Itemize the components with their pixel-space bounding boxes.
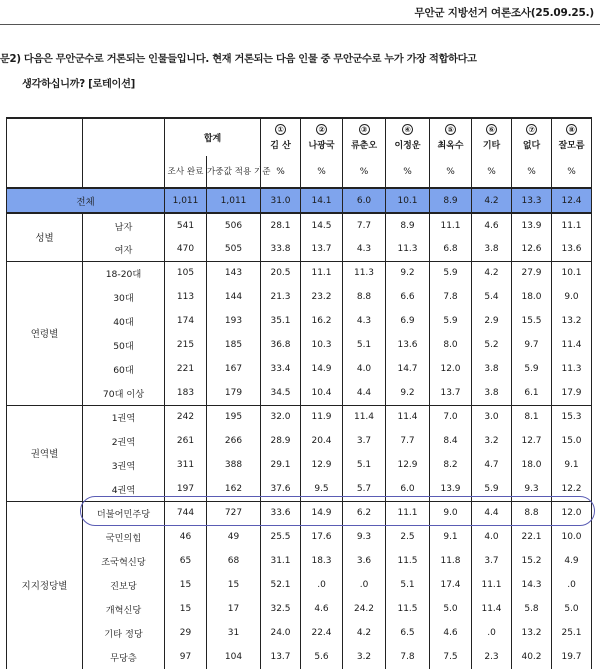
candidate-name: 나광국 [308,141,335,151]
candidate-number: ④ [402,124,413,135]
row-label: 40대 [83,309,165,333]
row-label: 여자 [83,237,165,261]
value-cell: 505 [207,237,261,261]
group-label: 연령별 [7,261,83,405]
value-cell: .0 [343,573,386,597]
value-cell: 3.0 [472,405,512,429]
header-candidate [343,118,386,156]
value-cell: .0 [552,573,592,597]
value-cell: 31.1 [261,549,301,573]
value-cell: 15.5 [512,309,552,333]
table-header [7,118,592,188]
value-cell: 5.4 [472,285,512,309]
value-cell: 744 [165,501,207,525]
row-label: 1권역 [83,405,165,429]
header-unit: % [301,156,343,188]
value-cell: 4.6 [430,621,472,645]
value-cell: 3.7 [343,429,386,453]
value-cell: 24.0 [261,621,301,645]
total-cell: 12.4 [552,188,592,213]
value-cell: 6.2 [343,501,386,525]
group-label: 권역별 [7,405,83,501]
value-cell: 49 [207,525,261,549]
total-cell: 1,011 [207,188,261,213]
value-cell: 7.8 [430,285,472,309]
row-label: 30대 [83,285,165,309]
row-label: 진보당 [83,573,165,597]
table-row [7,525,592,549]
header-unit: % [343,156,386,188]
value-cell: 5.7 [343,477,386,501]
table-row [7,645,592,669]
value-cell: 9.1 [430,525,472,549]
value-cell: 23.2 [301,285,343,309]
table-row [7,309,592,333]
row-label: 60대 [83,357,165,381]
value-cell: 5.0 [552,597,592,621]
value-cell: .0 [472,621,512,645]
value-cell: 18.0 [512,453,552,477]
value-cell: 12.9 [301,453,343,477]
value-cell: 4.4 [343,381,386,405]
total-cell: 13.3 [512,188,552,213]
value-cell: 2.9 [472,309,512,333]
value-cell: 11.3 [552,357,592,381]
candidate-name: 잘모름 [558,141,585,151]
value-cell: 6.0 [386,477,430,501]
value-cell: 5.1 [343,333,386,357]
value-cell: 33.6 [261,501,301,525]
candidate-label [301,124,342,151]
group-label: 지지정당별 [7,501,83,669]
value-cell: 6.5 [386,621,430,645]
row-label: 조국혁신당 [83,549,165,573]
value-cell: 506 [207,213,261,237]
value-cell: 13.7 [301,237,343,261]
value-cell: 8.8 [343,285,386,309]
value-cell: 17 [207,597,261,621]
value-cell: 11.1 [472,573,512,597]
value-cell: 183 [165,381,207,405]
row-label: 기타 정당 [83,621,165,645]
value-cell: 7.0 [430,405,472,429]
candidate-number: ③ [359,124,370,135]
value-cell: 12.6 [512,237,552,261]
value-cell: 2.3 [472,645,512,669]
value-cell: 388 [207,453,261,477]
value-cell: 11.1 [552,213,592,237]
value-cell: 470 [165,237,207,261]
value-cell: 15.2 [512,549,552,573]
value-cell: 40.2 [512,645,552,669]
table-row [7,357,592,381]
table-row [7,213,592,237]
value-cell: 3.2 [343,645,386,669]
value-cell: 12.0 [430,357,472,381]
row-label: 남자 [83,213,165,237]
candidate-name: 이정운 [394,141,421,151]
row-label: 무당층 [83,645,165,669]
candidate-label [261,124,300,151]
value-cell: 8.8 [512,501,552,525]
value-cell: 242 [165,405,207,429]
value-cell: 144 [207,285,261,309]
row-label: 개혁신당 [83,597,165,621]
value-cell: 13.9 [512,213,552,237]
value-cell: 104 [207,645,261,669]
header-unit: % [552,156,592,188]
value-cell: 8.2 [430,453,472,477]
value-cell: 4.9 [552,549,592,573]
value-cell: 4.3 [343,309,386,333]
value-cell: 17.4 [430,573,472,597]
value-cell: 22.1 [512,525,552,549]
question-line-1: 문2) 다음은 무안군수로 거론되는 인물들입니다. 현재 거론되는 다음 인물 중 무안군수로 누가 가장 적합하다고 [0,54,477,65]
value-cell: 9.0 [430,501,472,525]
value-cell: 37.6 [261,477,301,501]
value-cell: 4.6 [472,213,512,237]
total-cell: 31.0 [261,188,301,213]
value-cell: 11.4 [552,333,592,357]
value-cell: 36.8 [261,333,301,357]
value-cell: 27.9 [512,261,552,285]
value-cell: 9.0 [552,285,592,309]
value-cell: 4.6 [301,597,343,621]
value-cell: 105 [165,261,207,285]
value-cell: 261 [165,429,207,453]
value-cell: 13.7 [430,381,472,405]
header-candidate [386,118,430,156]
value-cell: 12.9 [386,453,430,477]
total-cell: 14.1 [301,188,343,213]
total-cell: 6.0 [343,188,386,213]
header-candidate [301,118,343,156]
value-cell: 31 [207,621,261,645]
question-line-2: 생각하십니까? [로테이션] [22,79,135,90]
value-cell: 32.5 [261,597,301,621]
value-cell: 7.7 [386,429,430,453]
value-cell: 4.0 [472,525,512,549]
value-cell: 11.1 [301,261,343,285]
value-cell: 11.4 [386,405,430,429]
value-cell: 15.0 [552,429,592,453]
table-row [7,621,592,645]
value-cell: 541 [165,213,207,237]
value-cell: 185 [207,333,261,357]
header-blank-3 [7,156,83,188]
value-cell: 5.9 [430,309,472,333]
header-divider [0,24,600,25]
candidate-number: ⑦ [526,124,537,135]
value-cell: 9.3 [343,525,386,549]
value-cell: 4.3 [343,237,386,261]
value-cell: 6.9 [386,309,430,333]
candidate-number: ② [316,124,327,135]
value-cell: 13.6 [552,237,592,261]
value-cell: 11.3 [343,261,386,285]
row-label: 3권역 [83,453,165,477]
report-title: 무안군 지방선거 여론조사(25.09.25.) [414,7,594,19]
header-blank-2 [83,118,165,156]
value-cell: 9.1 [552,453,592,477]
value-cell: 195 [207,405,261,429]
total-row [7,188,592,213]
value-cell: 13.2 [512,621,552,645]
value-cell: 311 [165,453,207,477]
table-row [7,237,592,261]
value-cell: 11.9 [301,405,343,429]
value-cell: 14.7 [386,357,430,381]
value-cell: 11.4 [343,405,386,429]
candidate-name: 류춘오 [350,141,378,151]
value-cell: 8.9 [386,213,430,237]
table-row [7,549,592,573]
value-cell: 9.5 [301,477,343,501]
value-cell: 10.0 [552,525,592,549]
table-row [7,477,592,501]
header-weighted: 가중값 적용 기준 [207,156,261,188]
value-cell: 4.2 [343,621,386,645]
value-cell: 6.8 [430,237,472,261]
header-unit: % [261,156,301,188]
header-blank-4 [83,156,165,188]
value-cell: 33.8 [261,237,301,261]
row-label: 국민의힘 [83,525,165,549]
results-table [6,117,592,669]
value-cell: 17.6 [301,525,343,549]
header-candidate [261,118,301,156]
value-cell: 28.1 [261,213,301,237]
value-cell: 266 [207,429,261,453]
value-cell: 12.7 [512,429,552,453]
value-cell: 4.4 [472,501,512,525]
value-cell: 20.5 [261,261,301,285]
value-cell: 7.7 [343,213,386,237]
candidate-number: ① [275,124,286,135]
value-cell: 13.6 [386,333,430,357]
candidate-label [472,124,511,151]
value-cell: 197 [165,477,207,501]
value-cell: 167 [207,357,261,381]
value-cell: 29 [165,621,207,645]
value-cell: 11.3 [386,237,430,261]
table-row [7,453,592,477]
value-cell: 12.0 [552,501,592,525]
value-cell: 162 [207,477,261,501]
value-cell: 8.4 [430,429,472,453]
value-cell: 17.9 [552,381,592,405]
value-cell: 6.6 [386,285,430,309]
value-cell: 3.8 [472,381,512,405]
value-cell: 18.0 [512,285,552,309]
value-cell: 179 [207,381,261,405]
value-cell: 18.3 [301,549,343,573]
value-cell: 15 [207,573,261,597]
candidate-name: 없다 [522,141,541,151]
value-cell: 10.1 [552,261,592,285]
row-label: 더불어민주당 [83,501,165,525]
total-cell: 1,011 [165,188,207,213]
candidate-label [512,124,551,151]
header-candidate [552,118,592,156]
value-cell: 2.5 [386,525,430,549]
value-cell: 8.1 [512,405,552,429]
value-cell: 11.8 [430,549,472,573]
value-cell: 5.1 [343,453,386,477]
candidate-label [386,124,429,151]
value-cell: 11.1 [430,213,472,237]
header-unit: % [386,156,430,188]
total-label: 전체 [7,188,165,213]
value-cell: 3.7 [472,549,512,573]
value-cell: 65 [165,549,207,573]
value-cell: 5.9 [512,357,552,381]
table-row [7,429,592,453]
candidate-label [343,124,385,151]
value-cell: 11.5 [386,597,430,621]
table-row [7,597,592,621]
value-cell: 11.5 [386,549,430,573]
value-cell: 5.0 [430,597,472,621]
header-total-group: 합계 [165,118,261,156]
value-cell: 52.1 [261,573,301,597]
row-label: 18-20대 [83,261,165,285]
value-cell: 3.8 [472,357,512,381]
value-cell: 4.0 [343,357,386,381]
header-sample-complete: 조사 완료 [165,156,207,188]
value-cell: 13.7 [261,645,301,669]
value-cell: 7.8 [386,645,430,669]
value-cell: 11.4 [472,597,512,621]
total-cell: 8.9 [430,188,472,213]
total-cell: 4.2 [472,188,512,213]
header-candidate [430,118,472,156]
value-cell: 5.6 [301,645,343,669]
value-cell: 5.9 [430,261,472,285]
row-label: 4권역 [83,477,165,501]
value-cell: 5.8 [512,597,552,621]
value-cell: 5.2 [472,333,512,357]
candidate-label [430,124,471,151]
value-cell: 10.3 [301,333,343,357]
value-cell: 97 [165,645,207,669]
value-cell: 22.4 [301,621,343,645]
table-body [7,188,592,669]
header-unit: % [512,156,552,188]
candidate-label [552,124,591,151]
value-cell: 11.1 [386,501,430,525]
header-blank [7,118,83,156]
total-cell: 10.1 [386,188,430,213]
value-cell: 113 [165,285,207,309]
table-row [7,501,592,525]
row-label: 70대 이상 [83,381,165,405]
value-cell: 14.3 [512,573,552,597]
value-cell: 3.2 [472,429,512,453]
value-cell: 21.3 [261,285,301,309]
table-row [7,573,592,597]
value-cell: 6.1 [512,381,552,405]
row-label: 50대 [83,333,165,357]
value-cell: 68 [207,549,261,573]
value-cell: 14.5 [301,213,343,237]
value-cell: 221 [165,357,207,381]
candidate-name: 김 산 [270,141,291,151]
value-cell: 727 [207,501,261,525]
value-cell: 32.0 [261,405,301,429]
header-candidate [512,118,552,156]
value-cell: 15 [165,597,207,621]
candidate-number: ⑤ [445,124,456,135]
candidate-number: ⑥ [486,124,497,135]
table-row [7,405,592,429]
value-cell: 174 [165,309,207,333]
value-cell: 14.9 [301,501,343,525]
candidate-name: 최옥수 [437,141,464,151]
value-cell: 33.4 [261,357,301,381]
value-cell: 14.9 [301,357,343,381]
value-cell: 143 [207,261,261,285]
value-cell: 4.7 [472,453,512,477]
value-cell: 8.0 [430,333,472,357]
group-label: 성별 [7,213,83,261]
value-cell: 25.1 [552,621,592,645]
value-cell: 5.9 [472,477,512,501]
value-cell: 25.5 [261,525,301,549]
value-cell: 5.1 [386,573,430,597]
value-cell: 46 [165,525,207,549]
candidate-name: 기타 [482,141,501,151]
value-cell: 193 [207,309,261,333]
value-cell: 3.8 [472,237,512,261]
question-text [0,47,598,97]
value-cell: 3.6 [343,549,386,573]
value-cell: 16.2 [301,309,343,333]
value-cell: 13.9 [430,477,472,501]
value-cell: 15 [165,573,207,597]
value-cell: 12.2 [552,477,592,501]
table-row [7,333,592,357]
value-cell: 7.5 [430,645,472,669]
value-cell: 13.2 [552,309,592,333]
value-cell: 4.2 [472,261,512,285]
table-row [7,285,592,309]
value-cell: 9.2 [386,261,430,285]
value-cell: 29.1 [261,453,301,477]
header-unit: % [430,156,472,188]
value-cell: 19.7 [552,645,592,669]
candidate-number: ⑧ [566,124,577,135]
value-cell: 20.4 [301,429,343,453]
value-cell: 35.1 [261,309,301,333]
value-cell: .0 [301,573,343,597]
table-row [7,261,592,285]
value-cell: 9.2 [386,381,430,405]
value-cell: 28.9 [261,429,301,453]
value-cell: 15.3 [552,405,592,429]
header-unit: % [472,156,512,188]
value-cell: 10.4 [301,381,343,405]
value-cell: 9.7 [512,333,552,357]
value-cell: 34.5 [261,381,301,405]
header-candidate [472,118,512,156]
value-cell: 215 [165,333,207,357]
value-cell: 9.3 [512,477,552,501]
row-label: 2권역 [83,429,165,453]
table-row [7,381,592,405]
value-cell: 24.2 [343,597,386,621]
